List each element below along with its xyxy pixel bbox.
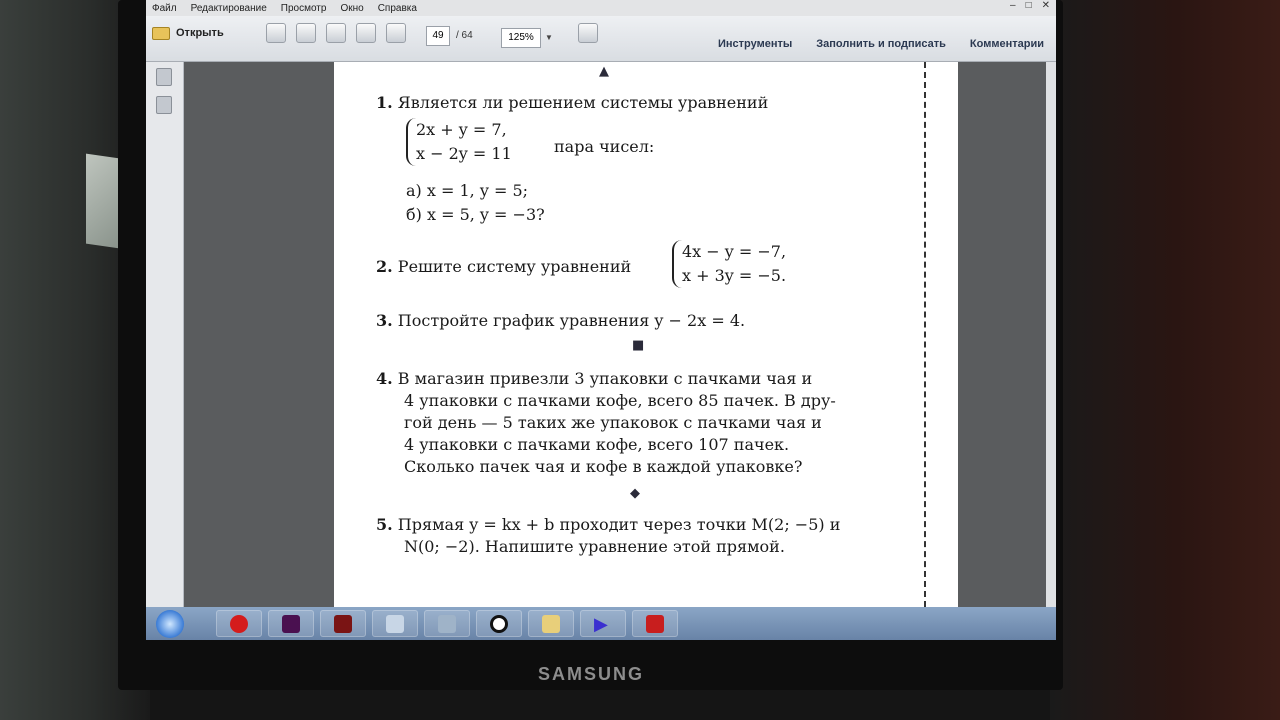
taskbar-explorer[interactable] [372,610,418,637]
app-icon [334,615,352,633]
task-4-line4: 4 упаковки с пачками кофе, всего 107 пачек. [404,435,790,454]
comments-button[interactable]: Комментарии [969,38,1044,50]
task-5-line1: Прямая y = kx + b проходит через точки M(2; −5) и [397,515,841,534]
document-viewer [184,62,1049,607]
pages-thumbnail-icon[interactable] [156,68,172,86]
taskbar [146,607,1056,640]
zoom-input[interactable]: 125% [501,28,541,48]
task-1-number: 1. [376,93,393,112]
task-4-number: 4. [376,369,393,388]
attachment-icon[interactable] [156,96,172,114]
chevron-down-icon[interactable]: ▼ [545,33,553,42]
square-marker-icon: ■ [632,338,645,353]
background-wall-right [1050,0,1280,720]
window-controls [1010,0,1050,11]
task-1-option-b: б) x = 5, y = −3? [406,205,545,224]
taskbar-app-red[interactable] [320,610,366,637]
menu-file[interactable]: Файл [152,2,177,14]
document-page [334,62,958,607]
tools-button[interactable]: Инструменты [717,38,793,50]
minimize-icon[interactable]: – [1010,0,1016,11]
task-3 [376,310,745,332]
cloud-icon[interactable] [356,23,376,43]
task-2-text: Решите систему уравнений [397,257,632,276]
toolbar [146,16,1056,62]
tool-icon [438,615,456,633]
maximize-icon[interactable]: □ [1025,0,1032,11]
page-total: / 64 [456,30,473,41]
close-icon[interactable]: ✕ [1041,0,1050,11]
task-1 [376,92,916,114]
monitor-brand-label: SAMSUNG [538,664,645,684]
task-1-eq1: 2x + y = 7, [416,120,507,139]
taskbar-indesign[interactable] [268,610,314,637]
combine-icon[interactable] [296,23,316,43]
folder-icon [152,27,170,40]
task-2-eq1: 4x − y = −7, [682,242,787,261]
task-4-line3: гой день — 5 таких же упаковок с пачками чая и [404,413,822,432]
taskbar-folder[interactable] [528,610,574,637]
task-1-text: Является ли решением системы уравнений [397,93,769,112]
acrobat-icon [646,615,664,633]
open-label: Открыть [176,27,224,39]
panel-buttons [718,38,1044,50]
fit-page-icon[interactable] [578,23,598,43]
task-3-number: 3. [376,311,393,330]
cut-line [924,62,926,607]
navigation-sidebar [146,62,184,607]
menu-help[interactable]: Справка [377,2,417,14]
task-1-system [406,118,512,166]
triangle-marker-icon: ▲ [599,64,609,79]
indesign-icon [282,615,300,633]
task-4-line2: 4 упаковки с пачками кофе, всего 85 пачек. В дру- [404,391,836,410]
folder-icon [542,615,560,633]
task-4-line5: Сколько пачек чая и кофе в каждой упаковке? [404,457,803,476]
fill-sign-button[interactable]: Заполнить и подписать [816,38,946,50]
create-icon[interactable] [266,23,286,43]
open-button[interactable] [152,22,244,44]
task-2-system [672,240,786,288]
task-4 [376,368,906,478]
task-2 [376,256,631,278]
play-icon: ▶ [594,613,608,634]
opera-icon [230,615,248,633]
taskbar-acrobat[interactable] [632,610,678,637]
task-5 [376,514,906,558]
taskbar-media[interactable] [580,610,626,637]
menu-view[interactable]: Просмотр [280,2,327,14]
screen [146,0,1056,640]
page-number-input[interactable]: 49 [426,26,450,46]
task-5-line2: N(0; −2). Напишите уравнение этой прямой. [404,537,785,556]
task-4-line1: В магазин привезли 3 упаковки с пачками чая и [397,369,813,388]
task-2-eq2: x + 3y = −5. [682,266,787,285]
start-button[interactable] [156,610,184,638]
explorer-icon [386,615,404,633]
task-3-text: Постройте график уравнения y − 2x = 4. [397,311,746,330]
menu-bar [146,0,1056,16]
taskbar-opera[interactable] [216,610,262,637]
menu-window[interactable]: Окно [340,2,364,14]
vertical-scrollbar[interactable] [1046,62,1056,607]
task-1-eq2: x − 2y = 11 [416,144,512,163]
edit-icon[interactable] [326,23,346,43]
task-1-tail: пара чисел: [554,137,655,156]
task-2-number: 2. [376,257,393,276]
taskbar-disc[interactable] [476,610,522,637]
task-1-option-a: а) x = 1, y = 5; [406,181,529,200]
disc-icon [490,615,508,633]
task-5-number: 5. [376,515,393,534]
menu-edit[interactable]: Редактирование [190,2,267,14]
save-icon[interactable] [386,23,406,43]
taskbar-tool[interactable] [424,610,470,637]
diamond-marker-icon: ◆ [630,486,640,501]
